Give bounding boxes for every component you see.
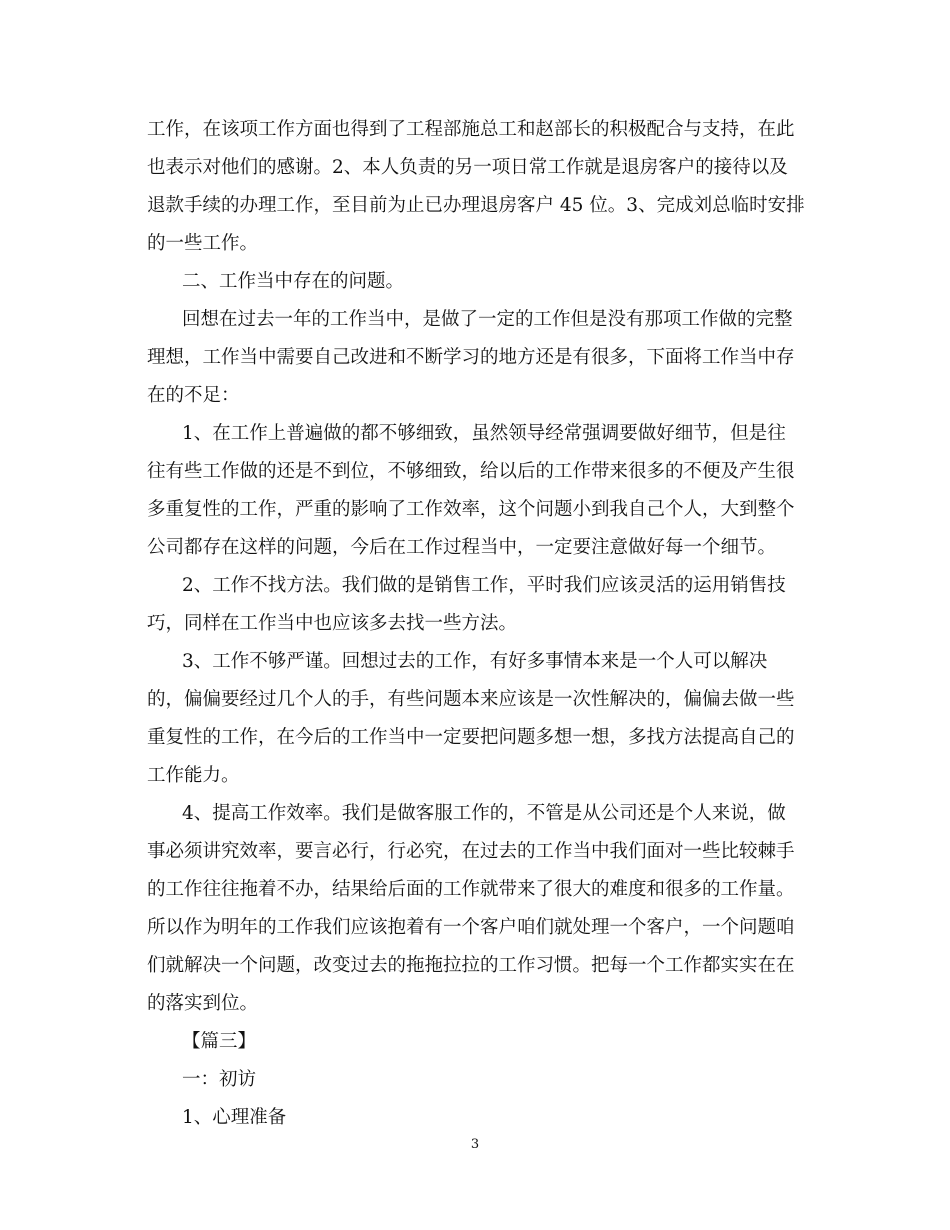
body-line: 1、在工作上普遍做的都不够细致，虽然领导经常强调要做好细节，但是往: [182, 423, 786, 444]
body-line: 往有些工作做的还是不到位，不够细致，给以后的工作带来很多的不便及产生很: [147, 461, 795, 482]
body-line: 的工作往往拖着不办，结果给后面的工作就带来了很大的难度和很多的工作量。: [147, 879, 795, 900]
body-line: 巧，同样在工作当中也应该多去找一些方法。: [147, 613, 518, 634]
body-line: 事必须讲究效率，要言必行，行必究，在过去的工作当中我们面对一些比较棘手: [147, 841, 795, 862]
body-line: 多重复性的工作，严重的影响了工作效率，这个问题小到我自己个人，大到整个: [147, 499, 795, 520]
section-heading: 一：初访: [182, 1069, 257, 1090]
body-line: 的，偏偏要经过几个人的手，有些问题本来应该是一次性解决的，偏偏去做一些: [147, 689, 795, 710]
page-number: 3: [470, 1137, 480, 1152]
body-line: 也表示对他们的感谢。2、本人负责的另一项日常工作就是退房客户的接待以及: [147, 157, 788, 178]
body-line: 退款手续的办理工作，至目前为止已办理退房客户 45 位。3、完成刘总临时安排: [147, 195, 805, 216]
body-line: 所以作为明年的工作我们应该抱着有一个客户咱们就处理一个客户，一个问题咱: [147, 917, 795, 938]
body-line: 4、提高工作效率。我们是做客服工作的，不管是从公司还是个人来说，做: [182, 803, 786, 824]
body-line: 理想，工作当中需要自己改进和不断学习的地方还是有很多，下面将工作当中存: [147, 347, 795, 368]
body-line: 们就解决一个问题，改变过去的拖拖拉拉的工作习惯。把每一个工作都实实在在: [147, 955, 795, 976]
body-line: 在的不足：: [147, 385, 240, 406]
body-line: 公司都存在这样的问题，今后在工作过程当中，一定要注意做好每一个细节。: [147, 537, 777, 558]
body-line: 回想在过去一年的工作当中，是做了一定的工作但是没有那项工作做的完整: [182, 309, 793, 330]
section-heading: 1、心理准备: [182, 1107, 287, 1128]
section-heading: 二、工作当中存在的问题。: [182, 271, 405, 292]
body-line: 的一些工作。: [147, 233, 259, 254]
body-line: 2、工作不找方法。我们做的是销售工作，平时我们应该灵活的运用销售技: [182, 575, 786, 596]
body-line: 重复性的工作，在今后的工作当中一定要把问题多想一想，多找方法提高自己的: [147, 727, 795, 748]
body-line: 工作能力。: [147, 765, 240, 786]
body-line: 的落实到位。: [147, 993, 259, 1014]
body-line: 3、工作不够严谨。回想过去的工作，有好多事情本来是一个人可以解决: [182, 651, 768, 672]
body-line: 工作，在该项工作方面也得到了工程部施总工和赵部长的积极配合与支持，在此: [147, 119, 795, 140]
section-heading: 【篇三】: [182, 1031, 257, 1052]
